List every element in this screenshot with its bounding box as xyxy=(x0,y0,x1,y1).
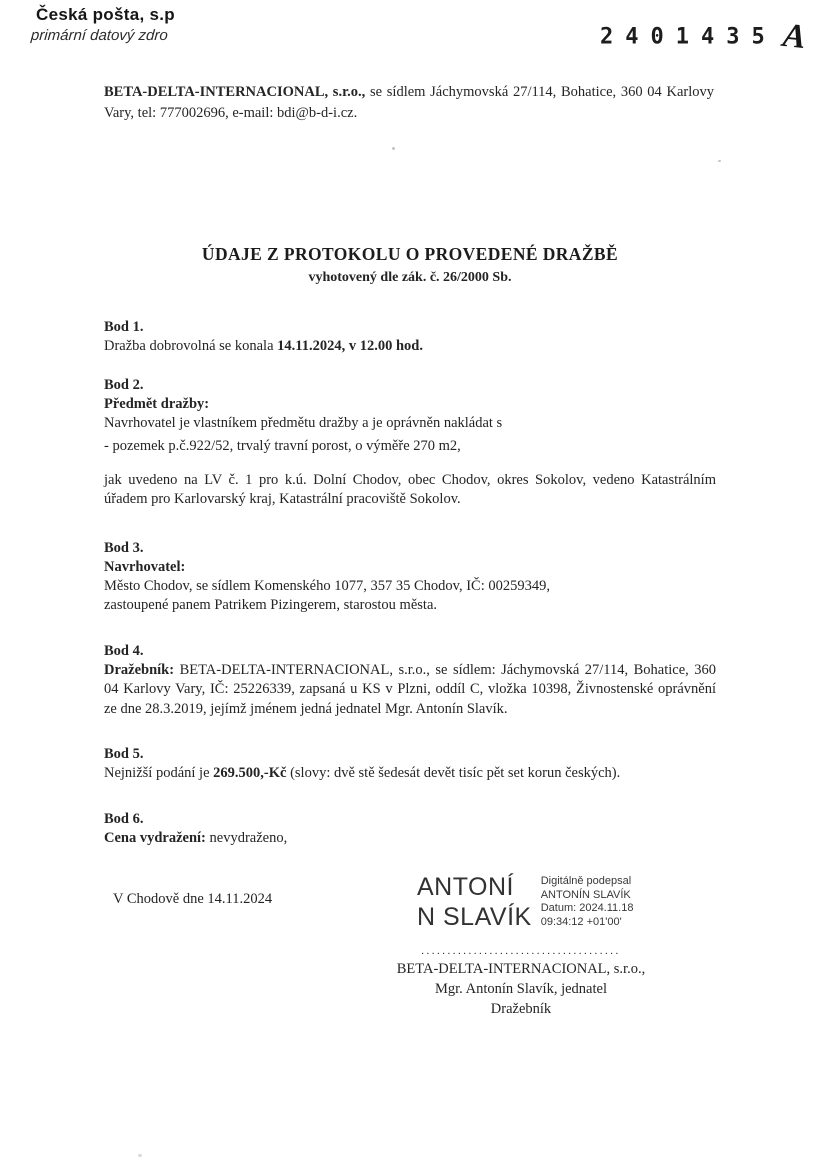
footer-company-name: BETA-DELTA-INTERNACIONAL, s.r.o., xyxy=(396,961,646,977)
signature-name-large xyxy=(417,872,532,932)
stamp-letter-handwritten: A xyxy=(780,16,808,57)
bod2-subheading: Předmět dražby: xyxy=(104,396,210,412)
letterhead-subtitle: primární datový zdro xyxy=(30,27,169,44)
bod2-list-item: - pozemek p.č.922/52, trvalý travní porost, o výměře 270 m2, xyxy=(104,438,461,454)
company-header-name: BETA-DELTA-INTERNACIONAL, s.r.o., xyxy=(104,84,366,100)
section-bod-1 xyxy=(104,318,716,356)
footer-signature-block xyxy=(385,946,657,1019)
signature-details xyxy=(541,875,634,932)
company-header-rest: se sídlem Jáchymovská 27/114, Bohatice, 360 04 Karlovy Vary, tel: 777002696, e-mail: bdi@b-d-i.cz. xyxy=(104,84,714,121)
bod3-heading: Bod 3. xyxy=(104,540,144,556)
bod4-label: Dražebník: xyxy=(104,662,175,678)
bod5-amount: 269.500,-Kč xyxy=(213,765,287,781)
signature-dotted-line: ...................................... xyxy=(421,946,621,956)
bod3-subheading: Navrhovatel: xyxy=(104,559,186,575)
section-bod-4 xyxy=(104,642,716,719)
company-header-paragraph xyxy=(104,82,714,124)
bod3-line2: zastoupené panem Patrikem Pizingerem, starostou města. xyxy=(104,597,438,613)
bod2-heading: Bod 2. xyxy=(104,377,144,393)
bod1-heading: Bod 1. xyxy=(104,319,144,335)
signature-detail-line4: 09:34:12 +01'00' xyxy=(540,915,622,928)
scan-speck xyxy=(392,147,395,150)
bod6-value: nevydraženo, xyxy=(205,830,288,846)
bod4-text: BETA-DELTA-INTERNACIONAL, s.r.o., se sídlem: Jáchymovská 27/114, Bohatice, 360 04 Karlovy Vary, IČ: 25226339, zapsaná u KS v Plzni, oddíl C, vložka 10398, Živnostenské oprávnění ze dne 28.3.2019, jejímž jménem jedná jednatel Mgr. Antonín Slavík. xyxy=(104,662,716,717)
bod2-paragraph: jak uvedeno na LV č. 1 pro k.ú. Dolní Chodov, obec Chodov, okres Sokolov, vedeno Katastrálním úřadem pro Karlovarský kraj, Katastrální pracoviště Sokolov. xyxy=(104,472,716,507)
letterhead xyxy=(30,5,175,44)
letterhead-org: Česká pošta, s.p xyxy=(36,5,175,24)
signature-name-line1: ANTONÍ xyxy=(417,873,514,901)
section-bod-5 xyxy=(104,745,716,783)
document-subtitle: vyhotovený dle zák. č. 26/2000 Sb. xyxy=(308,270,512,285)
bod6-heading: Bod 6. xyxy=(104,811,144,827)
bod3-line1: Město Chodov, se sídlem Komenského 1077, 357 35 Chodov, IČ: 00259349, xyxy=(104,578,550,594)
bod4-heading: Bod 4. xyxy=(104,643,144,659)
stamp-number: 2401435 xyxy=(600,24,777,50)
bod1-text-regular: Dražba dobrovolná se konala xyxy=(104,338,278,354)
digital-signature-block xyxy=(417,872,633,932)
section-bod-2 xyxy=(104,376,716,509)
signature-name-line2: N SLAVÍK xyxy=(417,903,532,931)
scan-speck xyxy=(718,160,721,162)
signature-detail-line3: Datum: 2024.11.18 xyxy=(540,902,634,914)
bod1-text xyxy=(104,337,716,356)
bod6-text xyxy=(104,829,716,848)
bod5-text-pre: Nejnižší podání je xyxy=(104,765,214,781)
signature-detail-line1: Digitálně podepsal xyxy=(540,875,632,887)
title-block xyxy=(104,244,716,286)
section-bod-6 xyxy=(104,810,716,848)
bod5-text-post: (slovy: dvě stě šedesát devět tisíc pět set korun českých). xyxy=(286,765,621,781)
section-bod-3 xyxy=(104,539,716,615)
bod4-paragraph xyxy=(104,661,716,719)
document-title: ÚDAJE Z PROTOKOLU O PROVEDENÉ DRAŽBĚ xyxy=(201,244,619,264)
place-date-line: V Chodově dne 14.11.2024 xyxy=(113,891,273,907)
scan-speck xyxy=(138,1154,142,1157)
file-number-stamp xyxy=(600,16,808,57)
bod2-line1: Navrhovatel je vlastníkem předmětu dražby a je oprávněn nakládat s xyxy=(104,415,503,431)
bod6-label: Cena vydražení: xyxy=(104,830,206,846)
bod5-heading: Bod 5. xyxy=(104,746,144,762)
bod1-date-time: 14.11.2024, v 12.00 hod. xyxy=(277,338,423,354)
footer-signer-name: Mgr. Antonín Slavík, jednatel xyxy=(435,981,607,997)
signature-detail-line2: ANTONÍN SLAVÍK xyxy=(540,888,631,901)
footer-signer-role: Dražebník xyxy=(490,1001,552,1017)
bod5-text xyxy=(104,764,716,783)
